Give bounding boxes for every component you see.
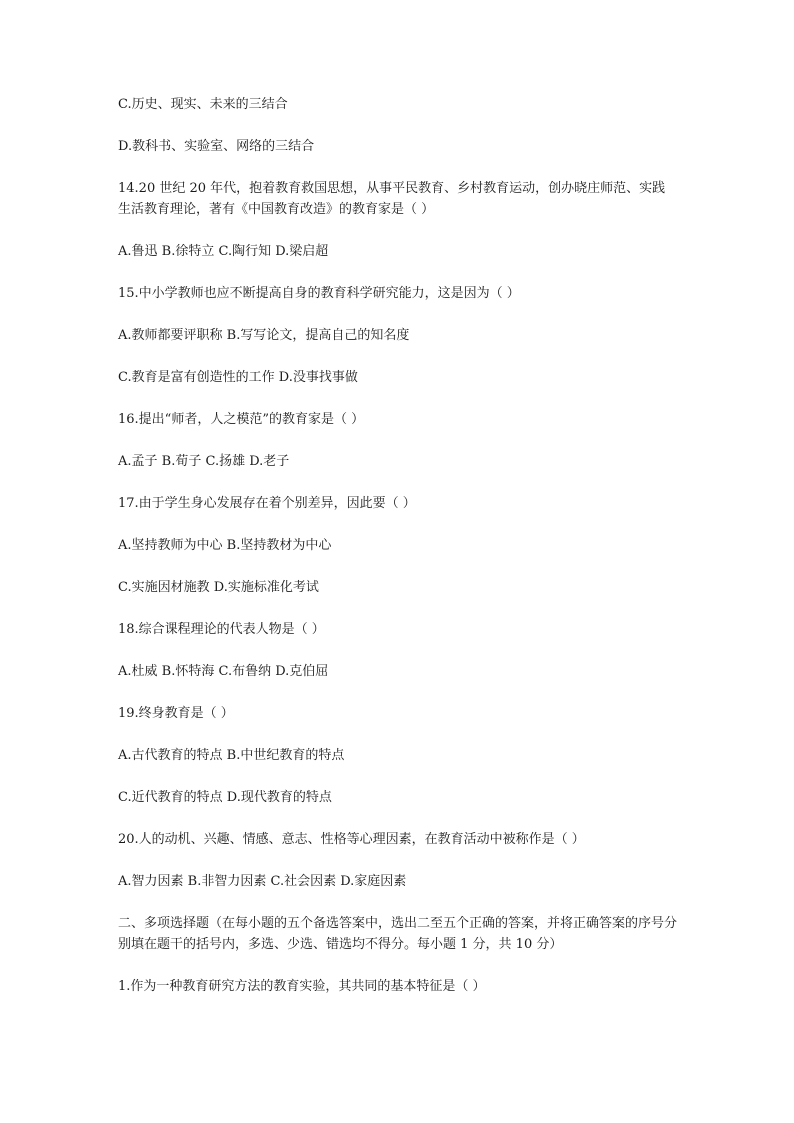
- question-20-options: A.智力因素 B.非智力因素 C.社会因素 D.家庭因素: [118, 874, 407, 889]
- question-15-options-ab: A.教师都要评职称 B.写写论文，提高自己的知名度: [118, 328, 410, 343]
- option-line-d: D.教科书、实验室、网络的三结合: [118, 139, 315, 154]
- question-19: 19.终身教育是（ ）: [118, 706, 234, 721]
- question-15-options-cd: C.教育是富有创造性的工作 D.没事找事做: [118, 370, 358, 385]
- question-18: 18.综合课程理论的代表人物是（ ）: [118, 622, 325, 637]
- question-17-options-cd: C.实施因材施教 D.实施标准化考试: [118, 580, 319, 595]
- question-17: 17.由于学生身心发展存在着个别差异，因此要（ ）: [118, 496, 416, 511]
- question-15: 15.中小学教师也应不断提高自身的教育科学研究能力，这是因为（ ）: [118, 286, 520, 301]
- question-18-options: A.杜威 B.怀特海 C.布鲁纳 D.克伯屈: [118, 664, 329, 679]
- question-16-options: A.孟子 B.荀子 C.扬雄 D.老子: [118, 454, 290, 469]
- question-19-options-ab: A.古代教育的特点 B.中世纪教育的特点: [118, 748, 345, 763]
- question-17-options-ab: A.坚持教师为中心 B.坚持教材为中心: [118, 538, 332, 553]
- question-14-options: A.鲁迅 B.徐特立 C.陶行知 D.梁启超: [118, 244, 329, 259]
- section-heading-multiple-choice: 二、多项选择题（在每小题的五个备选答案中，选出二至五个正确的答案，并将正确答案的序号分别填在题干的括号内，多选、少选、错选均不得分。每小题 1 分，共 10 分）: [118, 916, 678, 952]
- document-body: [118, 94, 678, 1018]
- question-14: 14.20 世纪 20 年代，抱着教育救国思想，从事平民教育、乡村教育运动，创办晓庄师范、实践生活教育理论，著有《中国教育改造》的教育家是（ ）: [118, 181, 666, 217]
- option-line-c: C.历史、现实、未来的三结合: [118, 97, 288, 112]
- question-16: 16.提出“师者，人之模范”的教育家是（ ）: [118, 412, 365, 427]
- question-19-options-cd: C.近代教育的特点 D.现代教育的特点: [118, 790, 332, 805]
- question-20: 20.人的动机、兴趣、情感、意志、性格等心理因素，在教育活动中被称作是（ ）: [118, 832, 585, 847]
- multi-question-1: 1.作为一种教育研究方法的教育实验，其共同的基本特征是（ ）: [118, 979, 486, 994]
